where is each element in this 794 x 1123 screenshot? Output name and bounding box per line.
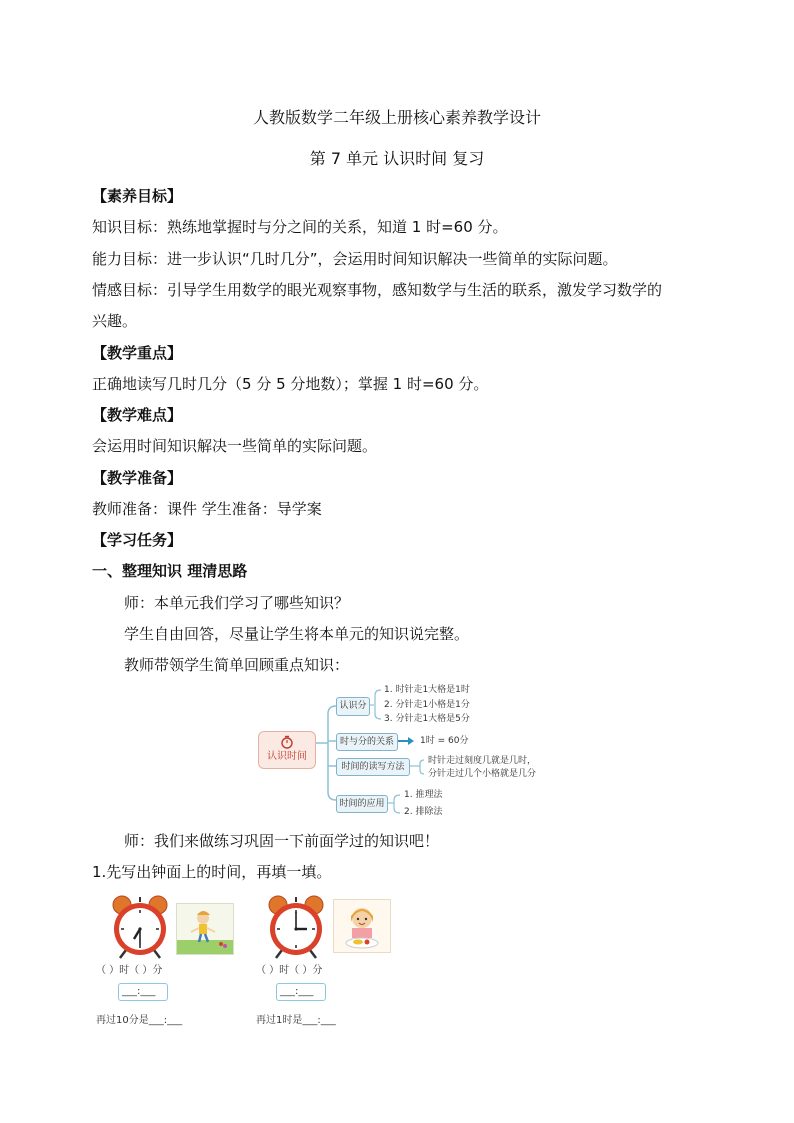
right-time-blanks: （ ）时（ ）分 (256, 965, 323, 976)
mindmap-branch-recognize-minute: 认识分 (336, 697, 370, 716)
prep-text: 教师准备：课件 学生准备：导学案 (92, 500, 322, 518)
key-heading: 【教学重点】 (92, 344, 183, 362)
child-exercising-picture (176, 903, 234, 955)
mindmap-branch-read-write: 时间的读写方法 (336, 758, 410, 776)
branch1-item-2: 2. 分针走1小格是1分 (384, 700, 470, 710)
doc-title: 人教版数学二年级上册核心素养教学设计 (252, 108, 541, 127)
branch1-item-3: 3. 分针走1大格是5分 (384, 714, 470, 724)
left-answer-box[interactable]: ___:___ (118, 983, 168, 1001)
left-follow-up: 再过10分是___:___ (96, 1015, 183, 1026)
mindmap-center-label: 认识时间 (267, 751, 307, 762)
branch4-item-2: 2. 排除法 (404, 807, 443, 817)
stopwatch-icon (280, 735, 294, 749)
alarm-clock-icon (110, 895, 170, 959)
teacher-practice: 师：我们来做练习巩固一下前面学过的知识吧！ (124, 832, 440, 850)
child-eating-picture (333, 899, 391, 953)
alarm-clock-icon (266, 895, 326, 959)
part1-heading: 一、整理知识 理清思路 (92, 562, 248, 580)
student-answer: 学生自由回答，尽量让学生将本单元的知识说完整。 (124, 625, 470, 643)
mindmap-branch-hour-minute-relation: 时与分的关系 (336, 733, 398, 751)
branch1-item-1: 1. 时针走1大格是1时 (384, 685, 470, 695)
goals-heading: 【素养目标】 (92, 187, 183, 205)
goal-emotion-cont: 兴趣。 (92, 312, 138, 330)
mindmap-branch-application: 时间的应用 (336, 795, 388, 813)
teacher-review: 教师带领学生简单回顾重点知识： (124, 656, 350, 674)
key-text: 正确地读写几时几分（5 分 5 分地数）；掌握 1 时=60 分。 (92, 375, 489, 393)
mindmap-center-node (258, 731, 316, 769)
teacher-question: 师：本单元我们学习了哪些知识？ (124, 594, 350, 612)
goal-ability: 能力目标：进一步认识“几时几分”，会运用时间知识解决一些简单的实际问题。 (92, 250, 618, 268)
difficulty-heading: 【教学难点】 (92, 406, 183, 424)
goal-knowledge: 知识目标：熟练地掌握时与分之间的关系，知道 1 时=60 分。 (92, 218, 508, 236)
branch4-item-1: 1. 推理法 (404, 790, 443, 800)
doc-subtitle: 第 7 单元 认识时间 复习 (309, 149, 485, 168)
right-answer-box[interactable]: ___:___ (276, 983, 326, 1001)
task-heading: 【学习任务】 (92, 531, 183, 549)
goal-emotion: 情感目标：引导学生用数学的眼光观察事物，感知数学与生活的联系，激发学习数学的 (92, 281, 663, 299)
branch2-result: 1时 = 60分 (420, 736, 469, 746)
difficulty-text: 会运用时间知识解决一些简单的实际问题。 (92, 437, 378, 455)
branch3-note-1: 时针走过刻度几就是几时， (428, 756, 537, 766)
left-time-blanks: （ ）时（ ）分 (96, 965, 163, 976)
exercise-1-title: 1.先写出钟面上的时间，再填一填。 (92, 863, 332, 881)
branch3-note-2: 分针走过几个小格就是几分 (428, 769, 537, 779)
prep-heading: 【教学准备】 (92, 469, 183, 487)
right-follow-up: 再过1时是___:___ (256, 1015, 336, 1026)
